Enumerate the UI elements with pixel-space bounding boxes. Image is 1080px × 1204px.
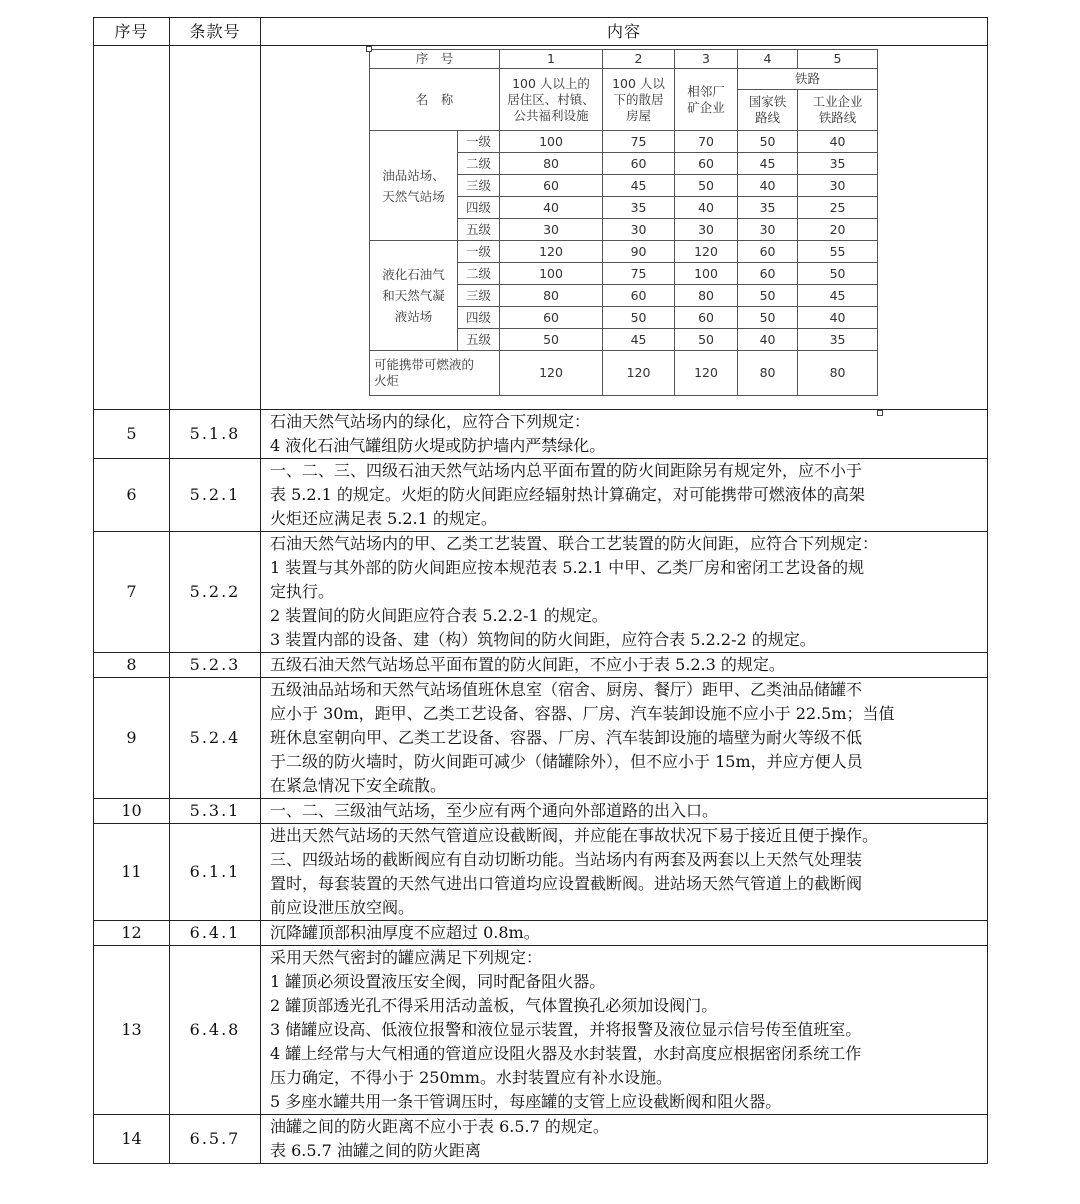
text-line: 进出天然气站场的天然气管道应设截断阀，并应能在事故状况下易于接近且便于操作。	[270, 826, 879, 845]
clause-cell: 5.2.2	[170, 532, 261, 653]
clause-cell: 6.1.1	[170, 824, 261, 921]
dist-value: 60	[675, 153, 738, 175]
dist-value: 60	[603, 285, 675, 307]
content-cell	[261, 459, 988, 532]
dist-value: 120	[500, 241, 603, 263]
dist-value: 80	[500, 285, 603, 307]
text-line: 油罐之间的防火距离不应小于表 6.5.7 的规定。	[270, 1117, 609, 1136]
table-row	[94, 532, 988, 653]
content-cell	[261, 946, 988, 1115]
dist-value: 30	[738, 219, 798, 241]
text-line: 五级石油天然气站场总平面布置的防火间距，不应小于表 5.2.3 的规定。	[270, 655, 785, 674]
dist-grade: 三级	[458, 285, 500, 307]
table-row	[94, 410, 988, 459]
text-line: 一、二、三、四级石油天然气站场内总平面布置的防火间距除另有规定外，应不小于	[270, 461, 863, 480]
dist-grade: 五级	[458, 219, 500, 241]
content-cell	[261, 1115, 988, 1164]
clause-cell: 5.2.1	[170, 459, 261, 532]
distance-table	[369, 49, 878, 396]
dist-value: 50	[738, 307, 798, 329]
dist-value: 35	[798, 153, 878, 175]
text-line: 前应设泄压放空阀。	[270, 898, 415, 917]
dist-value: 45	[738, 153, 798, 175]
content-cell	[261, 653, 988, 678]
text-line: 2 装置间的防火间距应符合表 5.2.2-1 的规定。	[270, 606, 608, 625]
content-cell	[261, 921, 988, 946]
table-row	[94, 678, 988, 799]
dist-value: 35	[738, 197, 798, 219]
seq-cell: 8	[94, 653, 170, 678]
text-line: 压力确定，不得小于 250mm。水封装置应有补水设施。	[270, 1068, 672, 1087]
dist-value: 120	[603, 351, 675, 396]
text-line: 下的散居	[613, 91, 664, 107]
content-cell	[261, 532, 988, 653]
dist-value: 50	[798, 263, 878, 285]
clause-cell: 6.4.8	[170, 946, 261, 1115]
text-line: 班休息室朝向甲、乙类工艺设备、容器、厂房、汽车装卸设施的墙壁为耐火等级不低	[270, 728, 863, 747]
dist-value: 120	[675, 241, 738, 263]
dist-torch-name	[370, 351, 500, 396]
dist-col-number: 2	[603, 50, 675, 69]
clause-cell: 5.1.8	[170, 410, 261, 459]
text-line: 4 罐上经常与大气相通的管道应设阻火器及水封装置，水封高度应根据密闭系统工作	[270, 1044, 862, 1063]
text-line: 和天然气凝	[382, 288, 445, 303]
dist-grade: 二级	[458, 153, 500, 175]
text-line: 表 6.5.7 油罐之间的防火距离	[270, 1141, 481, 1160]
seq-cell: 6	[94, 459, 170, 532]
seq-cell: 13	[94, 946, 170, 1115]
text-line: 居住区、村镇、	[507, 91, 595, 107]
dist-grade: 一级	[458, 131, 500, 153]
clause-cell: 5.2.4	[170, 678, 261, 799]
text-line: 石油天然气站场内的甲、乙类工艺装置、联合工艺装置的防火间距，应符合下列规定：	[270, 534, 879, 553]
dist-seq-label: 序 号	[370, 50, 500, 69]
dist-grade: 三级	[458, 175, 500, 197]
dist-grade: 二级	[458, 263, 500, 285]
resize-handle-icon	[877, 410, 883, 416]
dist-value: 50	[675, 329, 738, 351]
seq-cell-empty	[94, 46, 170, 410]
clause-cell: 5.3.1	[170, 799, 261, 824]
dist-value: 75	[603, 131, 675, 153]
dist-value: 40	[738, 329, 798, 351]
text-line: 4 液化石油气罐组防火堤或防护墙内严禁绿化。	[270, 436, 606, 455]
content-cell	[261, 410, 988, 459]
dist-col-number: 1	[500, 50, 603, 69]
dist-value: 40	[500, 197, 603, 219]
dist-col-header	[603, 69, 675, 131]
table-row	[94, 459, 988, 532]
text-line: 天然气站场	[382, 188, 445, 204]
table-row-embedded	[94, 46, 988, 410]
dist-value: 100	[500, 263, 603, 285]
dist-value: 60	[738, 263, 798, 285]
text-line: 油品站场、	[382, 167, 445, 183]
dist-value: 60	[500, 307, 603, 329]
seq-cell: 12	[94, 921, 170, 946]
dist-value: 25	[798, 197, 878, 219]
dist-value: 35	[798, 329, 878, 351]
content-cell	[261, 824, 988, 921]
table-row	[94, 799, 988, 824]
dist-group-name	[370, 131, 458, 241]
text-line: 5 多座水罐共用一条干管调压时，每座罐的支管上应设截断阀和阻火器。	[270, 1092, 782, 1111]
text-line: 国家铁	[748, 94, 787, 109]
text-line: 铁路线	[818, 110, 857, 125]
text-line: 相邻厂	[687, 83, 725, 99]
content-cell	[261, 799, 988, 824]
dist-grade: 四级	[458, 307, 500, 329]
dist-value: 70	[675, 131, 738, 153]
dist-value: 80	[675, 285, 738, 307]
text-line: 于二级的防火墙时，防火间距可减少（储罐除外），但不应小于 15m，并应方便人员	[270, 752, 863, 771]
text-line: 2 罐顶部透光孔不得采用活动盖板，气体置换孔必须加设阀门。	[270, 996, 718, 1015]
distance-table-image	[369, 49, 879, 412]
dist-grade: 四级	[458, 197, 500, 219]
text-line: 工业企业	[812, 94, 863, 109]
dist-value: 30	[500, 219, 603, 241]
table-row	[94, 824, 988, 921]
dist-data-row	[370, 241, 878, 263]
dist-value: 60	[500, 175, 603, 197]
regulation-table	[93, 17, 988, 1164]
dist-value: 30	[675, 219, 738, 241]
text-line: 可能携带可燃液的	[374, 357, 475, 372]
dist-value: 40	[798, 131, 878, 153]
clause-cell: 5.2.3	[170, 653, 261, 678]
seq-cell: 14	[94, 1115, 170, 1164]
text-line: 火炬	[374, 373, 400, 388]
dist-seq-row	[370, 50, 878, 69]
text-line: 3 装置内部的设备、建（构）筑物间的防火间距，应符合表 5.2.2-2 的规定。	[270, 630, 816, 649]
seq-cell: 5	[94, 410, 170, 459]
text-line: 火炬还应满足表 5.2.1 的规定。	[270, 509, 497, 528]
dist-col-header	[798, 90, 878, 131]
text-line: 矿企业	[687, 99, 725, 115]
text-line: 液化石油气	[382, 267, 445, 282]
dist-col-number: 3	[675, 50, 738, 69]
dist-value: 80	[798, 351, 878, 396]
text-line: 路线	[755, 110, 781, 125]
clause-cell-empty	[170, 46, 261, 410]
dist-value: 100	[500, 131, 603, 153]
header-row	[94, 18, 988, 46]
dist-value: 45	[603, 175, 675, 197]
header-clause: 条款号	[170, 18, 261, 46]
text-line: 液站场	[394, 309, 433, 324]
dist-value: 50	[738, 285, 798, 307]
text-line: 一、二、三级油气站场，至少应有两个通向外部道路的出入口。	[270, 801, 719, 820]
embedded-table-cell	[261, 46, 988, 410]
text-line: 沉降罐顶部积油厚度不应超过 0.8m。	[270, 923, 540, 942]
seq-cell: 10	[94, 799, 170, 824]
dist-value: 60	[738, 241, 798, 263]
dist-value: 30	[798, 175, 878, 197]
seq-cell: 11	[94, 824, 170, 921]
dist-value: 55	[798, 241, 878, 263]
dist-value: 80	[738, 351, 798, 396]
dist-value: 75	[603, 263, 675, 285]
header-seq: 序号	[94, 18, 170, 46]
dist-value: 50	[738, 131, 798, 153]
dist-value: 40	[675, 197, 738, 219]
text-line: 公共福利设施	[513, 107, 589, 123]
table-row	[94, 921, 988, 946]
text-line: 置时，每套装置的天然气进出口管道均应设置截断阀。进站场天然气管道上的截断阀	[270, 874, 863, 893]
dist-value: 120	[500, 351, 603, 396]
text-line: 房屋	[626, 107, 652, 123]
text-line: 定执行。	[270, 582, 335, 601]
dist-col-header	[738, 90, 798, 131]
seq-cell: 7	[94, 532, 170, 653]
dist-name-label: 名 称	[370, 69, 500, 131]
dist-col-header	[675, 69, 738, 131]
text-line: 五级油品站场和天然气站场值班休息室（宿舍、厨房、餐厅）距甲、乙类油品储罐不	[270, 680, 863, 699]
header-content: 内容	[261, 18, 988, 46]
dist-col-header	[500, 69, 603, 131]
text-line: 100 人以上的	[512, 75, 590, 91]
dist-value: 120	[675, 351, 738, 396]
dist-value: 80	[500, 153, 603, 175]
dist-value: 50	[603, 307, 675, 329]
dist-value: 20	[798, 219, 878, 241]
text-line: 石油天然气站场内的绿化，应符合下列规定：	[270, 412, 591, 431]
text-line: 在紧急情况下安全疏散。	[270, 776, 447, 795]
dist-grade: 五级	[458, 329, 500, 351]
dist-data-row	[370, 131, 878, 153]
text-line: 采用天然气密封的罐应满足下列规定：	[270, 948, 543, 967]
table-row	[94, 1115, 988, 1164]
text-line: 1 罐顶必须设置液压安全阀，同时配备阻火器。	[270, 972, 606, 991]
dist-col-number: 5	[798, 50, 878, 69]
dist-value: 40	[738, 175, 798, 197]
dist-value: 60	[603, 153, 675, 175]
dist-value: 30	[603, 219, 675, 241]
dist-value: 50	[500, 329, 603, 351]
table-row	[94, 653, 988, 678]
dist-rail-group: 铁路	[738, 69, 878, 90]
dist-value: 50	[675, 175, 738, 197]
dist-torch-row	[370, 351, 878, 396]
content-cell	[261, 678, 988, 799]
dist-grade: 一级	[458, 241, 500, 263]
clause-cell: 6.5.7	[170, 1115, 261, 1164]
dist-value: 100	[675, 263, 738, 285]
text-line: 100 人以	[612, 75, 665, 91]
text-line: 应小于 30m，距甲、乙类工艺设备、容器、厂房、汽车装卸设施不应小于 22.5m；当值	[270, 704, 895, 723]
dist-group-name	[370, 241, 458, 351]
dist-value: 90	[603, 241, 675, 263]
dist-value: 60	[675, 307, 738, 329]
seq-cell: 9	[94, 678, 170, 799]
dist-header-row-1	[370, 69, 878, 90]
dist-value: 35	[603, 197, 675, 219]
dist-value: 45	[603, 329, 675, 351]
text-line: 3 储罐应设高、低液位报警和液位显示装置，并将报警及液位显示信号传至值班室。	[270, 1020, 862, 1039]
dist-col-number: 4	[738, 50, 798, 69]
clause-cell: 6.4.1	[170, 921, 261, 946]
text-line: 表 5.2.1 的规定。火炬的防火间距应经辐射热计算确定，对可能携带可燃液体的高架	[270, 485, 865, 504]
text-line: 1 装置与其外部的防火间距应按本规范表 5.2.1 中甲、乙类厂房和密闭工艺设备的规	[270, 558, 865, 577]
dist-value: 40	[798, 307, 878, 329]
dist-value: 45	[798, 285, 878, 307]
resize-handle-icon	[366, 46, 372, 52]
table-row	[94, 946, 988, 1115]
text-line: 三、四级站场的截断阀应有自动切断功能。当站场内有两套及两套以上天然气处理装	[270, 850, 863, 869]
